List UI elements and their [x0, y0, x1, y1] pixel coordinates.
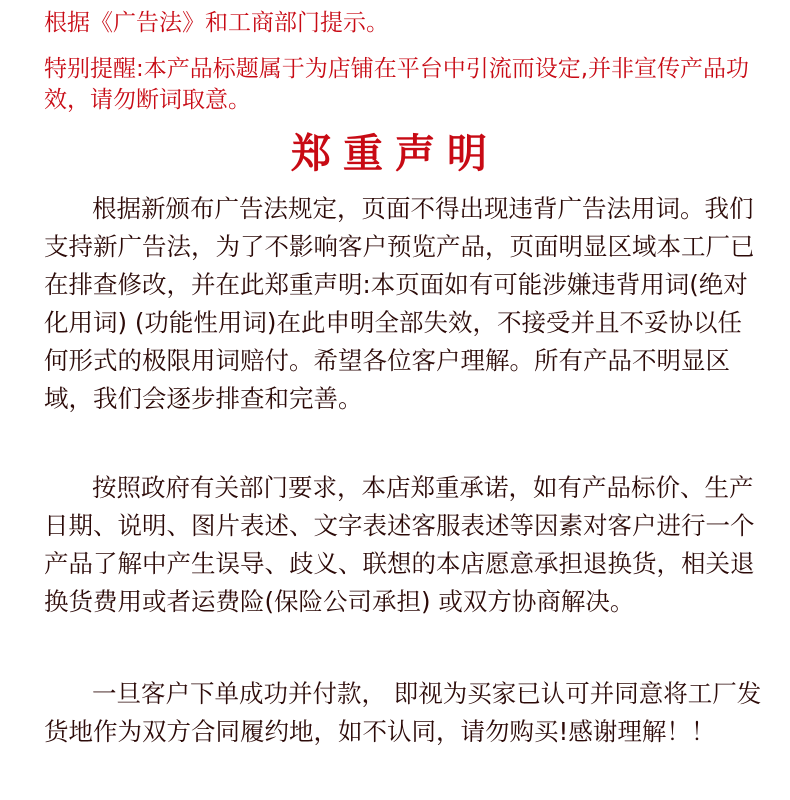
statement-paragraph-3 [44, 675, 764, 751]
statement-paragraph-3-text: 一旦客户下单成功并付款， 即视为买家已认可并同意将工厂发货地作为双方合同履约地，如不认同，请勿购买!感谢理解！！ [44, 679, 762, 746]
ad-law-hint: 根据《广告法》和工商部门提示。 [44, 10, 389, 36]
statement-paragraph-2 [44, 469, 764, 621]
statement-paragraph-1 [44, 190, 764, 418]
statement-paragraph-1-text: 根据新颁布广告法规定，页面不得出现违背广告法用词。我们支持新广告法，为了不影响客户预览产品，页面明显区域本工厂已在排查修改，并在此郑重声明:本页面如有可能涉嫌违背用词(绝对化用词) (功能性用词)在此申明全部失效，不接受并且不妥协以任何形式的极限用词赔付。希望各位客户理解。所有产品不明显区域，我们会逐步排查和完善。 [44, 194, 755, 413]
statement-title: 郑重声明 [291, 131, 499, 177]
special-reminder: 特别提醒:本产品标题属于为店铺在平台中引流而设定,并非宣传产品功效，请勿断词取意。 [44, 56, 750, 113]
statement-paragraph-2-text: 按照政府有关部门要求，本店郑重承诺，如有产品标价、生产日期、说明、图片表述、文字表述客服表述等因素对客户进行一个产品了解中产生误导、歧义、联想的本店愿意承担退换货，相关退换货费用或者运费险(保险公司承担) 或双方协商解决。 [44, 473, 755, 616]
